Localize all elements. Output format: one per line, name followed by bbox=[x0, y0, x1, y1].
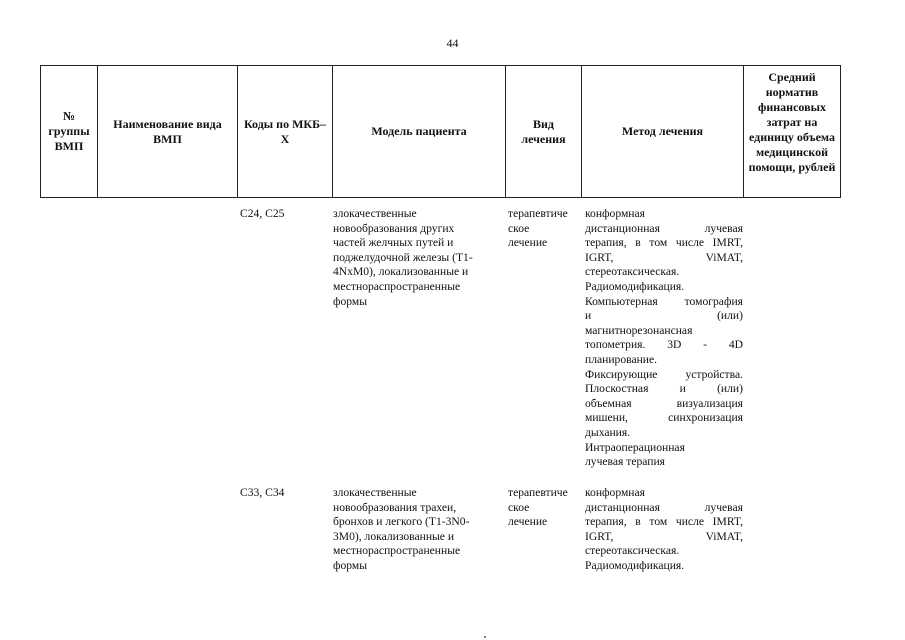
treatment-line: терапевтиче bbox=[508, 207, 568, 220]
method-line: терапия, в том числе IMRT, bbox=[585, 515, 743, 529]
model-line: 4NxM0), локализованные и bbox=[333, 265, 469, 279]
method-line: Компьютерная томография bbox=[585, 294, 743, 308]
method-line: объемная визуализация bbox=[585, 396, 743, 410]
method-line: IGRT, ViMAT, bbox=[585, 250, 743, 264]
model-line: злокачественные bbox=[333, 207, 417, 220]
model-line: частей желчных путей и bbox=[333, 236, 454, 250]
model-line: формы bbox=[333, 558, 368, 572]
row-0-patient-model bbox=[333, 207, 473, 309]
header-icd-codes: Коды по МКБ–X bbox=[238, 66, 333, 198]
model-line: местнораспространенные bbox=[333, 279, 461, 293]
method-line: терапия, в том числе IMRT, bbox=[585, 236, 743, 250]
method-line: стереотаксическая. bbox=[585, 544, 680, 558]
method-line: и (или) bbox=[585, 309, 743, 323]
method-line: Радиомодификация. bbox=[585, 558, 685, 572]
method-line: дистанционная лучевая bbox=[585, 221, 743, 235]
treatment-line: ское bbox=[508, 221, 530, 235]
method-line: мишени, синхронизация bbox=[585, 411, 743, 425]
model-line: поджелудочной железы (T1- bbox=[333, 250, 473, 264]
row-1-patient-model bbox=[333, 486, 469, 574]
method-line: планирование. bbox=[585, 352, 658, 366]
method-line: IGRT, ViMAT, bbox=[585, 529, 743, 543]
model-line: 3M0), локализованные и bbox=[333, 529, 455, 543]
row-0-codes: C24, C25 bbox=[240, 207, 285, 220]
model-line: формы bbox=[333, 294, 368, 308]
method-line: магнитнорезонансная bbox=[585, 323, 693, 337]
treatment-line: ское bbox=[508, 500, 530, 514]
treatment-line: лечение bbox=[508, 236, 548, 250]
header-patient-model: Модель пациента bbox=[333, 66, 506, 198]
method-line: конформная bbox=[585, 207, 645, 220]
row-1-treatment-method bbox=[585, 486, 743, 574]
header-treatment-type: Вид лечения bbox=[506, 66, 582, 198]
scan-speck bbox=[484, 636, 486, 638]
header-treatment-method: Метод лечения bbox=[582, 66, 744, 198]
model-line: злокачественные bbox=[333, 486, 417, 499]
page-number: 44 bbox=[446, 36, 459, 50]
treatment-line: терапевтиче bbox=[508, 486, 568, 499]
header-group-number: № группы ВМП bbox=[41, 66, 98, 198]
method-line: стереотаксическая. bbox=[585, 265, 680, 279]
model-line: бронхов и легкого (T1-3N0- bbox=[333, 515, 470, 529]
method-line: конформная bbox=[585, 486, 645, 499]
method-line: дистанционная лучевая bbox=[585, 500, 743, 514]
row-1-treatment-type bbox=[508, 486, 568, 530]
method-line: лучевая терапия bbox=[585, 455, 666, 469]
treatment-line: лечение bbox=[508, 515, 548, 529]
row-0-treatment-type bbox=[508, 207, 568, 251]
method-line: Фиксирующие устройства. bbox=[585, 367, 743, 381]
method-line: топометрия. 3D - 4D bbox=[585, 338, 743, 352]
model-line: новообразования других bbox=[333, 221, 455, 235]
header-vmp-name: Наименование вида ВМП bbox=[98, 66, 238, 198]
method-line: Радиомодификация. bbox=[585, 279, 685, 293]
method-line: Плоскостная и (или) bbox=[585, 382, 743, 396]
method-line: Интраоперационная bbox=[585, 440, 685, 454]
row-0-treatment-method bbox=[585, 207, 743, 470]
header-cost-norm: Средний норматив финансовых затрат на единицу объема медицинской помощи, рублей bbox=[744, 66, 841, 198]
method-line: дыхания. bbox=[585, 425, 631, 439]
table-header bbox=[40, 65, 841, 198]
model-line: местнораспространенные bbox=[333, 544, 461, 558]
row-1-codes: C33, C34 bbox=[240, 486, 285, 499]
model-line: новообразования трахеи, bbox=[333, 500, 457, 514]
